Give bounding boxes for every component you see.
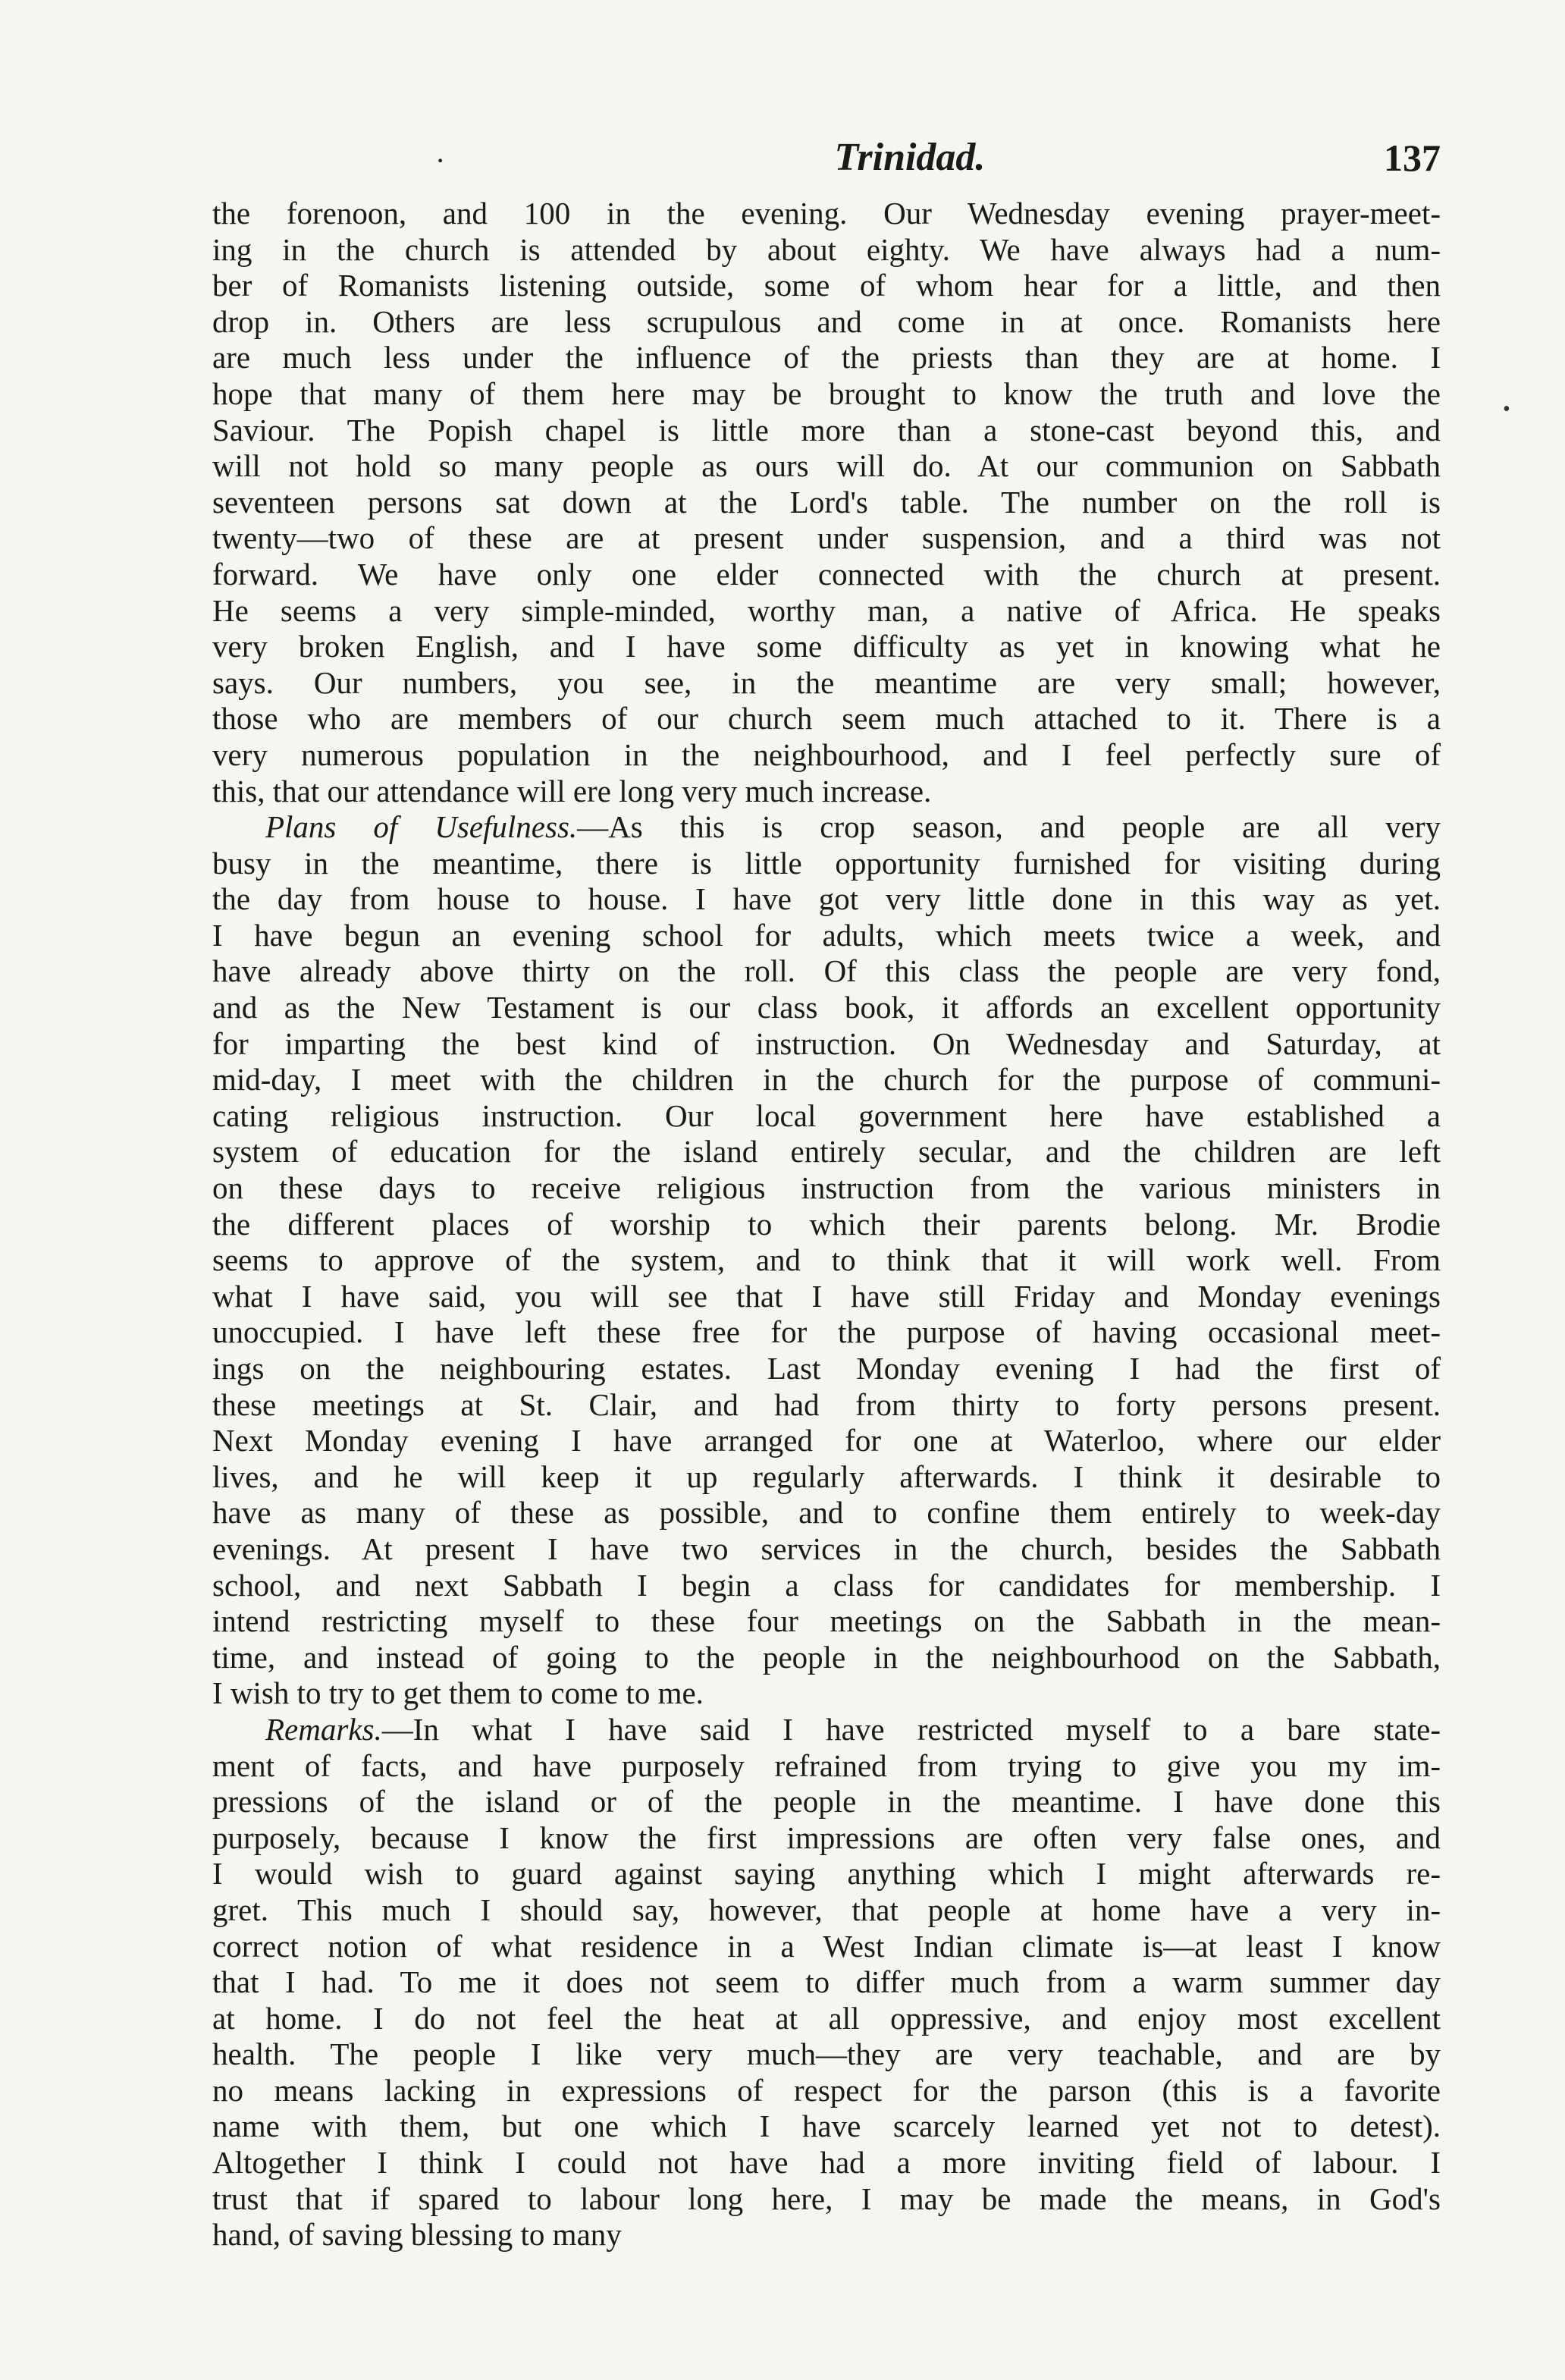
text-line: He seems a very simple-minded, worthy man, a native of Africa. He speaks	[212, 592, 1441, 628]
text-line: unoccupied. I have left these free for the purpose of having occasional meet-	[212, 1314, 1441, 1350]
section-heading: Plans of Usefulness.	[265, 809, 578, 845]
text-line: time, and instead of going to the people in the neighbourhood on the Sabbath,	[212, 1639, 1441, 1675]
text-line: the forenoon, and 100 in the evening. Our Wednesday evening prayer-meet-	[212, 196, 1441, 231]
text-line: the different places of worship to which their parents belong. Mr. Brodie	[212, 1206, 1441, 1242]
text-line: trust that if spared to labour long here, I may be made the means, in God's	[212, 2181, 1441, 2216]
text-line: hand, of saving blessing to many	[212, 2217, 622, 2253]
text-line: those who are members of our church seem much attached to it. There is a	[212, 701, 1441, 736]
text-line: what I have said, you will see that I have still Friday and Monday evenings	[212, 1278, 1441, 1314]
text-line: very numerous population in the neighbourhood, and I feel perfectly sure of	[212, 736, 1441, 772]
text-line: very broken English, and I have some difficulty as yet in knowing what he	[212, 629, 1441, 664]
text-line: this, that our attendance will ere long very much increase.	[212, 773, 932, 809]
text-line: purposely, because I know the first impressions are often very false ones, and	[212, 1820, 1441, 1855]
page-title: Trinidad.	[834, 136, 986, 179]
text-line: and as the New Testament is our class book, it affords an excellent opportunity	[212, 990, 1441, 1025]
text-line	[212, 809, 1441, 846]
text-line: ing in the church is attended by about eighty. We have always had a num-	[212, 231, 1441, 267]
text-line: on these days to receive religious instruction from the various ministers in	[212, 1170, 1441, 1206]
text-line: have already above thirty on the roll. Of this class the people are very fond,	[212, 953, 1441, 989]
text-line: at home. I do not feel the heat at all oppressive, and enjoy most excellent	[212, 2000, 1441, 2036]
text-line: name with them, but one which I have scarcely learned yet not to detest).	[212, 2108, 1441, 2144]
running-head	[212, 135, 1441, 188]
text-line: cating religious instruction. Our local government here have established a	[212, 1097, 1441, 1133]
text-line: says. Our numbers, you see, in the meantime are very small; however,	[212, 664, 1441, 700]
text-line: forward. We have only one elder connected with the church at present.	[212, 556, 1441, 592]
text-line: evenings. At present I have two services in the church, besides the Sabbath	[212, 1531, 1441, 1566]
text-line: mid-day, I meet with the children in the church for the purpose of communi-	[212, 1062, 1441, 1097]
paragraph	[212, 1712, 1441, 2253]
text-line: that I had. To me it does not seem to differ much from a warm summer day	[212, 1964, 1441, 2000]
text-run: —In what I have said I have restricted myself to a bare state-	[381, 1711, 1441, 1747]
section-heading: Remarks.	[265, 1711, 382, 1747]
text-line: are much less under the influence of the priests than they are at home. I	[212, 340, 1441, 375]
text-line: hope that many of them here may be brought to know the truth and love the	[212, 375, 1441, 411]
text-line: intend restricting myself to these four meetings on the Sabbath in the mean-	[212, 1603, 1441, 1639]
text-line: system of education for the island entirely secular, and the children are left	[212, 1134, 1441, 1170]
text-line: no means lacking in expressions of respect for the parson (this is a favorite	[212, 2072, 1441, 2108]
text-line: pressions of the island or of the people in the meantime. I have done this	[212, 1784, 1441, 1820]
text-line: seventeen persons sat down at the Lord's table. The number on the roll is	[212, 484, 1441, 520]
paragraph	[212, 809, 1441, 1712]
text-line: the day from house to house. I have got very little done in this way as yet.	[212, 881, 1441, 917]
page-number: 137	[1384, 137, 1441, 179]
text-line: these meetings at St. Clair, and had from thirty to forty persons present.	[212, 1386, 1441, 1422]
text-line: I have begun an evening school for adults, which meets twice a week, and	[212, 917, 1441, 953]
body-text	[212, 196, 1441, 2253]
text-line: for imparting the best kind of instruction. On Wednesday and Saturday, at	[212, 1025, 1441, 1061]
text-line: twenty—two of these are at present under suspension, and a third was not	[212, 520, 1441, 556]
text-line: health. The people I like very much—they are very teachable, and are by	[212, 2036, 1441, 2072]
text-line: will not hold so many people as ours will do. At our communion on Sabbath	[212, 448, 1441, 484]
margin-mark: •	[1503, 397, 1510, 421]
text-line: ber of Romanists listening outside, some of whom hear for a little, and then	[212, 268, 1441, 303]
text-line: Altogether I think I could not have had a more inviting field of labour. I	[212, 2145, 1441, 2181]
text-line: gret. This much I should say, however, that people at home have a very in-	[212, 1892, 1441, 1927]
header-mark: ·	[435, 143, 446, 177]
text-line: busy in the meantime, there is little opportunity furnished for visiting during	[212, 845, 1441, 881]
text-line: school, and next Sabbath I begin a class for candidates for membership. I	[212, 1567, 1441, 1603]
text-line: Saviour. The Popish chapel is little more than a stone-cast beyond this, and	[212, 412, 1441, 447]
paragraph	[212, 196, 1441, 809]
text-run: —As this is crop season, and people are all very	[577, 809, 1441, 845]
text-line: ings on the neighbouring estates. Last Monday evening I had the first of	[212, 1351, 1441, 1386]
text-line: have as many of these as possible, and to confine them entirely to week-day	[212, 1495, 1441, 1531]
text-line: correct notion of what residence in a West Indian climate is—at least I know	[212, 1928, 1441, 1964]
text-line: Next Monday evening I have arranged for one at Waterloo, where our elder	[212, 1423, 1441, 1458]
text-line: lives, and he will keep it up regularly afterwards. I think it desirable to	[212, 1458, 1441, 1494]
text-line: I would wish to guard against saying anything which I might afterwards re-	[212, 1856, 1441, 1892]
text-line: drop in. Others are less scrupulous and come in at once. Romanists here	[212, 303, 1441, 339]
text-line: ment of facts, and have purposely refrained from trying to give you my im-	[212, 1747, 1441, 1783]
text-line: seems to approve of the system, and to think that it will work well. From	[212, 1242, 1441, 1278]
text-line: I wish to try to get them to come to me.	[212, 1675, 704, 1711]
text-line	[212, 1712, 1441, 1748]
